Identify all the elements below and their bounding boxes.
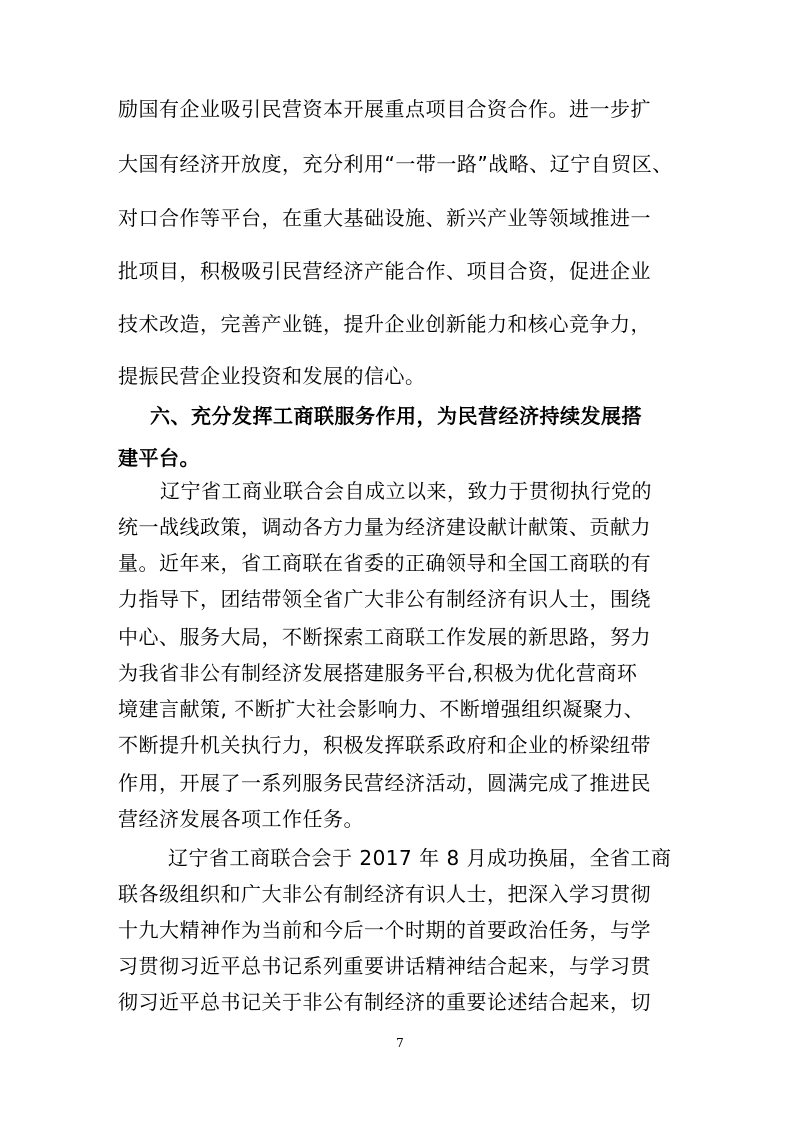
paragraph-3-line-4: 习贯彻习近平总书记系列重要讲话精神结合起来，与学习贯 bbox=[118, 954, 651, 978]
paragraph-2-line-6: 为我省非公有制经济发展搭建服务平台,积极为优化营商环 bbox=[118, 661, 638, 685]
paragraph-1-line-1: 励国有企业吸引民营资本开展重点项目合资合作。进一步扩 bbox=[118, 97, 651, 121]
paragraph-2-line-9: 作用，开展了一系列服务民营经济活动，圆满完成了推进民 bbox=[118, 771, 651, 795]
paragraph-2-line-5: 中心、服务大局，不断探索工商联工作发展的新思路，努力 bbox=[118, 625, 651, 649]
paragraph-1-line-5: 技术改造，完善产业链，提升企业创新能力和核心竞争力， bbox=[118, 312, 651, 336]
paragraph-3-line-3: 十九大精神作为当前和今后一个时期的首要政治任务，与学 bbox=[118, 918, 651, 942]
paragraph-2-line-3: 量。近年来，省工商联在省委的正确领导和全国工商联的有 bbox=[118, 551, 651, 575]
paragraph-3-line-5: 彻习近平总书记关于非公有制经济的重要论述结合起来，切 bbox=[118, 990, 651, 1014]
section-heading-line-1: 六、充分发挥工商联服务作用，为民营经济持续发展搭 bbox=[150, 404, 642, 428]
paragraph-2-line-10: 营经济发展各项工作任务。 bbox=[118, 807, 364, 831]
paragraph-3-line-2: 联各级组织和广大非公有制经济有识人士，把深入学习贯彻 bbox=[118, 882, 651, 906]
paragraph-1-line-3: 对口合作等平台，在重大基础设施、新兴产业等领域推进一 bbox=[118, 206, 651, 230]
paragraph-3-line-1: 辽宁省工商联合会于 2017 年 8 月成功换届，全省工商 bbox=[168, 846, 672, 870]
paragraph-2-line-4: 力指导下，团结带领全省广大非公有制经济有识人士，围绕 bbox=[118, 587, 651, 611]
paragraph-1-line-4: 批项目，积极吸引民营经济产能合作、项目合资，促进企业 bbox=[118, 259, 651, 283]
paragraph-2-line-2: 统一战线政策，调动各方力量为经济建设献计献策、贡献力 bbox=[118, 515, 651, 539]
paragraph-1-line-2: 大国有经济开放度，充分利用“一带一路”战略、辽宁自贸区、 bbox=[118, 152, 673, 176]
section-heading-line-2: 建平台。 bbox=[118, 446, 200, 470]
page-number: 7 bbox=[396, 1036, 404, 1050]
paragraph-2-line-7: 境建言献策, 不断扩大社会影响力、不断增强组织凝聚力、 bbox=[118, 697, 645, 721]
paragraph-2-line-1: 辽宁省工商业联合会自成立以来，致力于贯彻执行党的 bbox=[160, 479, 652, 503]
paragraph-2-line-8: 不断提升机关执行力，积极发挥联系政府和企业的桥梁纽带 bbox=[118, 733, 651, 757]
paragraph-1-line-6: 提振民营企业投资和发展的信心。 bbox=[118, 364, 426, 388]
